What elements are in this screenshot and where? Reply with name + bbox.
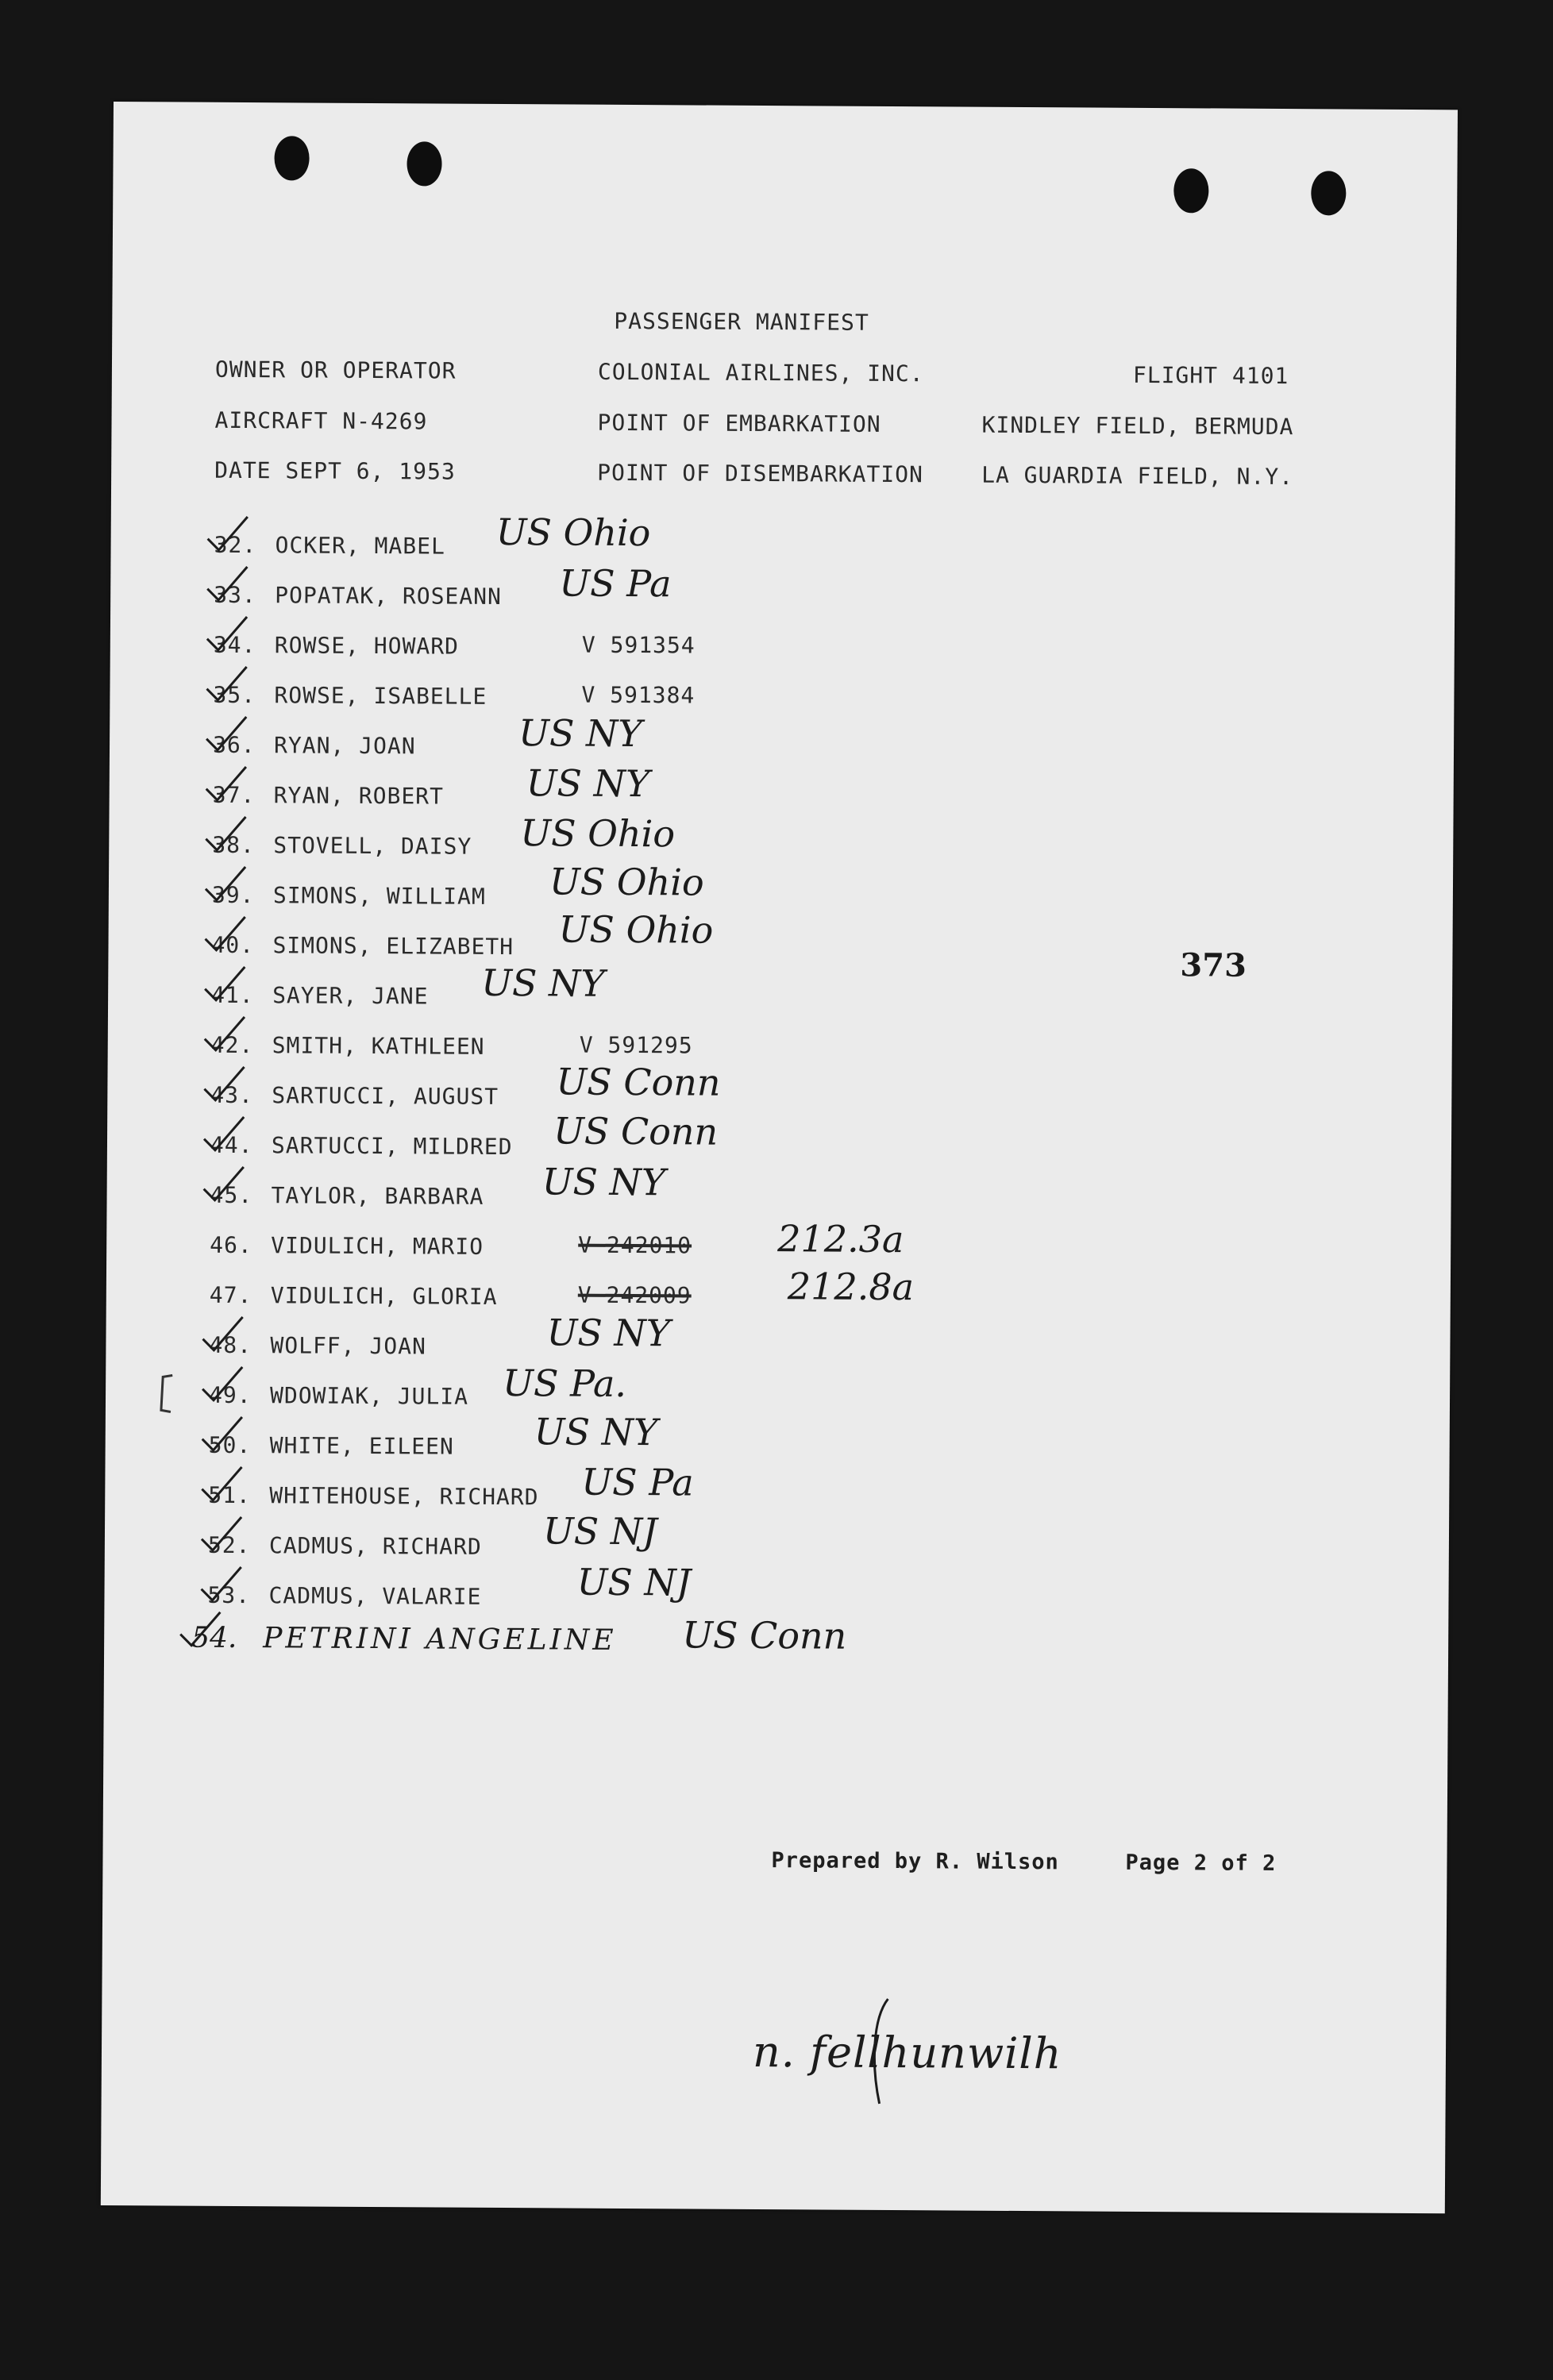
handwritten-note: US NJ [542, 1509, 657, 1554]
embarkation-label: POINT OF EMBARKATION [597, 409, 881, 437]
owner-label: OWNER OR OPERATOR [214, 356, 457, 384]
passenger-num: 40. [211, 931, 255, 959]
check-mark-icon [201, 1165, 249, 1202]
margin-bracket-icon [156, 1372, 180, 1415]
prepared-by: Prepared by R. Wilson [771, 1848, 1059, 1875]
check-mark-icon [203, 665, 251, 702]
struck-visa-number: V 242009 [577, 1281, 692, 1309]
page-stamp-number: 373 [1180, 946, 1247, 984]
check-mark-icon [204, 565, 252, 602]
passenger-num: 37. [212, 781, 256, 809]
handwritten-note: US Conn [682, 1613, 847, 1658]
passenger-num: 42. [210, 1031, 254, 1059]
passenger-num: 36. [212, 731, 256, 759]
passenger-name-handwritten: PETRINI ANGELINE [263, 1622, 617, 1657]
passenger-name: OCKER, MABEL [275, 532, 445, 560]
handwritten-note: US NY [526, 761, 650, 806]
check-mark-icon [202, 865, 250, 902]
passenger-num: 45. [210, 1181, 253, 1209]
passenger-name: ROWSE, HOWARD [274, 632, 460, 660]
passenger-num: 50. [208, 1431, 252, 1459]
handwritten-note: 212.3a [777, 1217, 904, 1261]
passenger-name: POPATAK, ROSEANN [275, 582, 503, 610]
passenger-num: 53. [207, 1581, 251, 1609]
passenger-num: 34. [213, 631, 256, 659]
passenger-num: 49. [208, 1381, 252, 1409]
passenger-name: RYAN, ROBERT [273, 782, 445, 810]
passenger-name: SAYER, JANE [272, 982, 429, 1010]
flight-number: FLIGHT 4101 [1132, 361, 1289, 390]
handwritten-note: US NY [534, 1410, 658, 1454]
handwritten-note: US Conn [553, 1109, 719, 1153]
embarkation-point: KINDLEY FIELD, BERMUDA [981, 411, 1294, 441]
passenger-name: SARTUCCI, AUGUST [272, 1082, 499, 1110]
passenger-name: SIMONS, ELIZABETH [272, 932, 514, 961]
passenger-name: STOVELL, DAISY [273, 832, 472, 860]
check-mark-icon [202, 815, 250, 852]
passenger-name: CADMUS, RICHARD [268, 1532, 482, 1560]
handwritten-note: US Ohio [495, 510, 651, 555]
check-mark-icon [198, 1465, 246, 1502]
passenger-name: SMITH, KATHLEEN [272, 1032, 485, 1060]
check-mark-icon [204, 615, 252, 652]
handwritten-note: US Pa. [502, 1361, 627, 1405]
passenger-num: 41. [211, 981, 254, 1009]
passenger-name: ROWSE, ISABELLE [274, 682, 487, 710]
operator-name: COLONIAL AIRLINES, INC. [597, 358, 924, 387]
passenger-num: 44. [210, 1131, 253, 1159]
handwritten-note: US Pa [559, 561, 672, 606]
passenger-name: RYAN, JOAN [273, 732, 416, 760]
signature: n. fellhunwilh [752, 2026, 1062, 2079]
check-mark-icon [202, 915, 249, 952]
passenger-num: 48. [209, 1331, 252, 1359]
page-count: Page 2 of 2 [1125, 1850, 1277, 1876]
handwritten-note: US NJ [576, 1560, 692, 1604]
check-mark-icon [205, 515, 252, 552]
check-mark-icon [202, 1015, 249, 1052]
passenger-name: VIDULICH, MARIO [271, 1232, 484, 1260]
check-mark-icon [202, 965, 249, 1002]
passenger-num: 39. [211, 881, 255, 909]
aircraft-label: AIRCRAFT N-4269 [214, 406, 428, 435]
visa-number: V 591295 [579, 1031, 693, 1059]
manifest-title: PASSENGER MANIFEST [614, 307, 869, 336]
check-mark-icon [177, 1611, 225, 1647]
check-mark-icon [203, 765, 251, 802]
handwritten-note: US NY [518, 711, 642, 756]
passenger-name: WHITE, EILEEN [269, 1432, 454, 1460]
handwritten-note: US Pa [581, 1460, 694, 1504]
visa-number: V 591354 [581, 631, 696, 659]
passenger-num-handwritten: 54. [191, 1621, 237, 1654]
check-mark-icon [201, 1115, 249, 1152]
check-mark-icon [199, 1365, 247, 1402]
passenger-name: WHITEHOUSE, RICHARD [269, 1482, 539, 1511]
check-mark-icon [201, 1065, 249, 1102]
check-mark-icon [198, 1515, 246, 1552]
visa-number: V 591384 [581, 681, 696, 709]
handwritten-note: 212.8a [787, 1265, 915, 1309]
punch-hole [1173, 168, 1208, 213]
passenger-name: SIMONS, WILLIAM [272, 882, 486, 910]
check-mark-icon [198, 1565, 245, 1602]
struck-visa-number: V 242010 [578, 1231, 692, 1259]
manifest-page [101, 102, 1458, 2213]
handwritten-note: US NY [541, 1160, 666, 1204]
passenger-num: 46. [210, 1231, 252, 1259]
check-mark-icon [199, 1315, 247, 1352]
passenger-name: WDOWIAK, JULIA [269, 1382, 469, 1410]
passenger-num: 33. [214, 581, 256, 609]
passenger-name: WOLFF, JOAN [270, 1332, 426, 1360]
check-mark-icon [203, 715, 251, 752]
passenger-num: 47. [209, 1281, 252, 1309]
passenger-name: SARTUCCI, MILDRED [271, 1132, 513, 1161]
punch-hole [1311, 171, 1346, 215]
passenger-num: 38. [212, 831, 255, 859]
handwritten-note: US NY [546, 1311, 671, 1355]
punch-hole [407, 141, 441, 186]
handwritten-note: US Ohio [549, 860, 704, 904]
passenger-num: 51. [208, 1481, 251, 1509]
signature-underline-icon [864, 1996, 896, 2107]
passenger-name: CADMUS, VALARIE [268, 1582, 482, 1610]
passenger-num: 43. [210, 1081, 254, 1109]
passenger-num: 35. [213, 681, 256, 709]
check-mark-icon [199, 1415, 247, 1452]
passenger-name: VIDULICH, GLORIA [270, 1282, 498, 1310]
handwritten-note: US Ohio [520, 811, 676, 856]
passenger-num: 52. [207, 1531, 251, 1559]
punch-hole [274, 136, 309, 180]
handwritten-note: US Conn [556, 1060, 721, 1104]
disembarkation-label: POINT OF DISEMBARKATION [597, 459, 923, 488]
passenger-name: TAYLOR, BARBARA [271, 1182, 484, 1210]
passenger-num: 32. [214, 531, 257, 559]
date-label: DATE SEPT 6, 1953 [214, 456, 456, 485]
handwritten-note: US NY [481, 961, 605, 1005]
disembarkation-point: LA GUARDIA FIELD, N.Y. [981, 461, 1294, 491]
handwritten-note: US Ohio [558, 907, 714, 952]
